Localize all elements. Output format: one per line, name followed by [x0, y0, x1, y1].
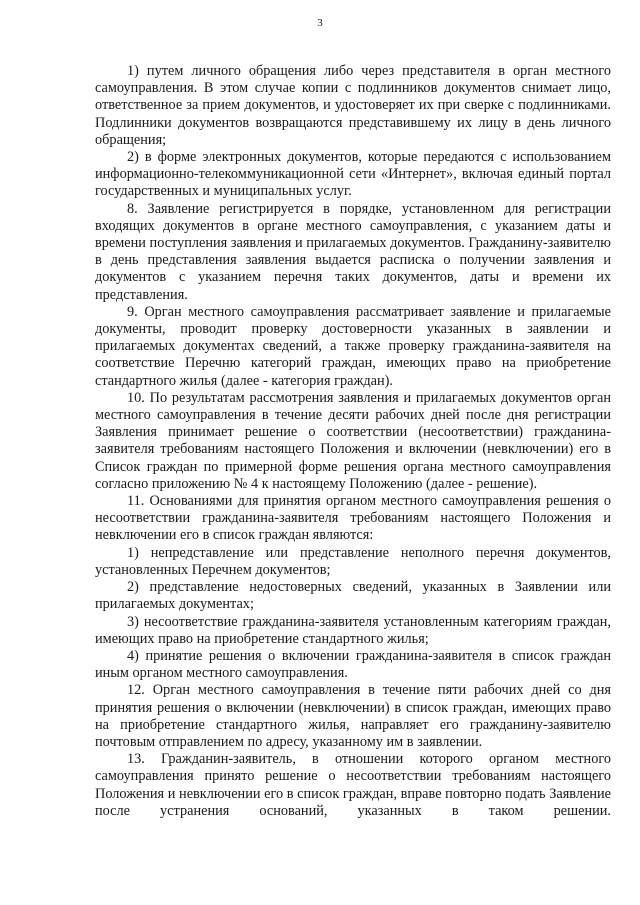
paragraph-11-ground-4: 4) принятие решения о включении гражданина-заявителя в список граждан иным органом местного самоуправления. [95, 647, 611, 682]
paragraph-13-resubmission: 13. Гражданин-заявитель, в отношении которого органом местного самоуправления принято решение о несоответствии требованиям настоящего Положения и невключении его в список граждан, вправе повторно подать Заявление после устранения оснований, указанных в таком решении. [95, 751, 611, 819]
page-number: 3 [317, 17, 323, 29]
paragraph-9-review: 9. Орган местного самоуправления рассматривает заявление и прилагаемые документы, проводит проверку достоверности указанных в заявлении и прилагаемых документах сведений, а также проверку гражданина-заявителя на соответствие Перечню категорий граждан, имеющих право на приобретение стандартного жилья (далее - категория граждан). [95, 303, 611, 389]
paragraph-submission-electronic: 2) в форме электронных документов, которые передаются с использованием информационно-телекоммуникационной сети «Интернет», включая единый портал государственных и муниципальных услуг. [95, 149, 611, 200]
paragraph-11-grounds: 11. Основаниями для принятия органом местного самоуправления решения о несоответствии гражданина-заявителя требованиям настоящего Положения и невключении его в список граждан являются: [95, 493, 611, 544]
paragraph-10-decision: 10. По результатам рассмотрения заявления и прилагаемых документов орган местного самоуправления в течение десяти рабочих дней после дня регистрации Заявления принимает решение о соответствии (несоответствии) гражданина-заявителя требованиям настоящего Положения и включении (невключении) его в Список граждан по примерной форме решения органа местного самоуправления согласно приложению № 4 к настоящему Положению (далее - решение). [95, 389, 611, 492]
paragraph-11-ground-3: 3) несоответствие гражданина-заявителя установленным категориям граждан, имеющих право на приобретение стандартного жилья; [95, 613, 611, 647]
paragraph-8-registration: 8. Заявление регистрируется в порядке, установленном для регистрации входящих документов в органе местного самоуправления, с указанием даты и времени поступления заявления и прилагаемых документов. Гражданину-заявителю в день представления заявления выдается расписка о получении заявления и документов с указанием перечня таких документов, даты и времени их представления. [95, 200, 611, 303]
paragraph-11-ground-2: 2) представление недостоверных сведений, указанных в Заявлении или прилагаемых документах; [95, 579, 611, 613]
paragraph-submission-in-person: 1) путем личного обращения либо через представителя в орган местного самоуправления. В этом случае копии с подлинников документов снимает лицо, ответственное за прием документов, и удостоверяет их при сверке с подлинниками. Подлинники документов возвращаются представившему их лицу в день личного обращения; [95, 63, 611, 148]
document-body [95, 63, 611, 820]
paragraph-12-notification: 12. Орган местного самоуправления в течение пяти рабочих дней со дня принятия решения о включении (невключении) в список граждан, имеющих право на приобретение стандартного жилья, направляет его гражданину-заявителю почтовым отправлением по адресу, указанному им в заявлении. [95, 682, 611, 750]
paragraph-11-ground-1: 1) непредставление или представление неполного перечня документов, установленных Перечнем документов; [95, 544, 611, 578]
